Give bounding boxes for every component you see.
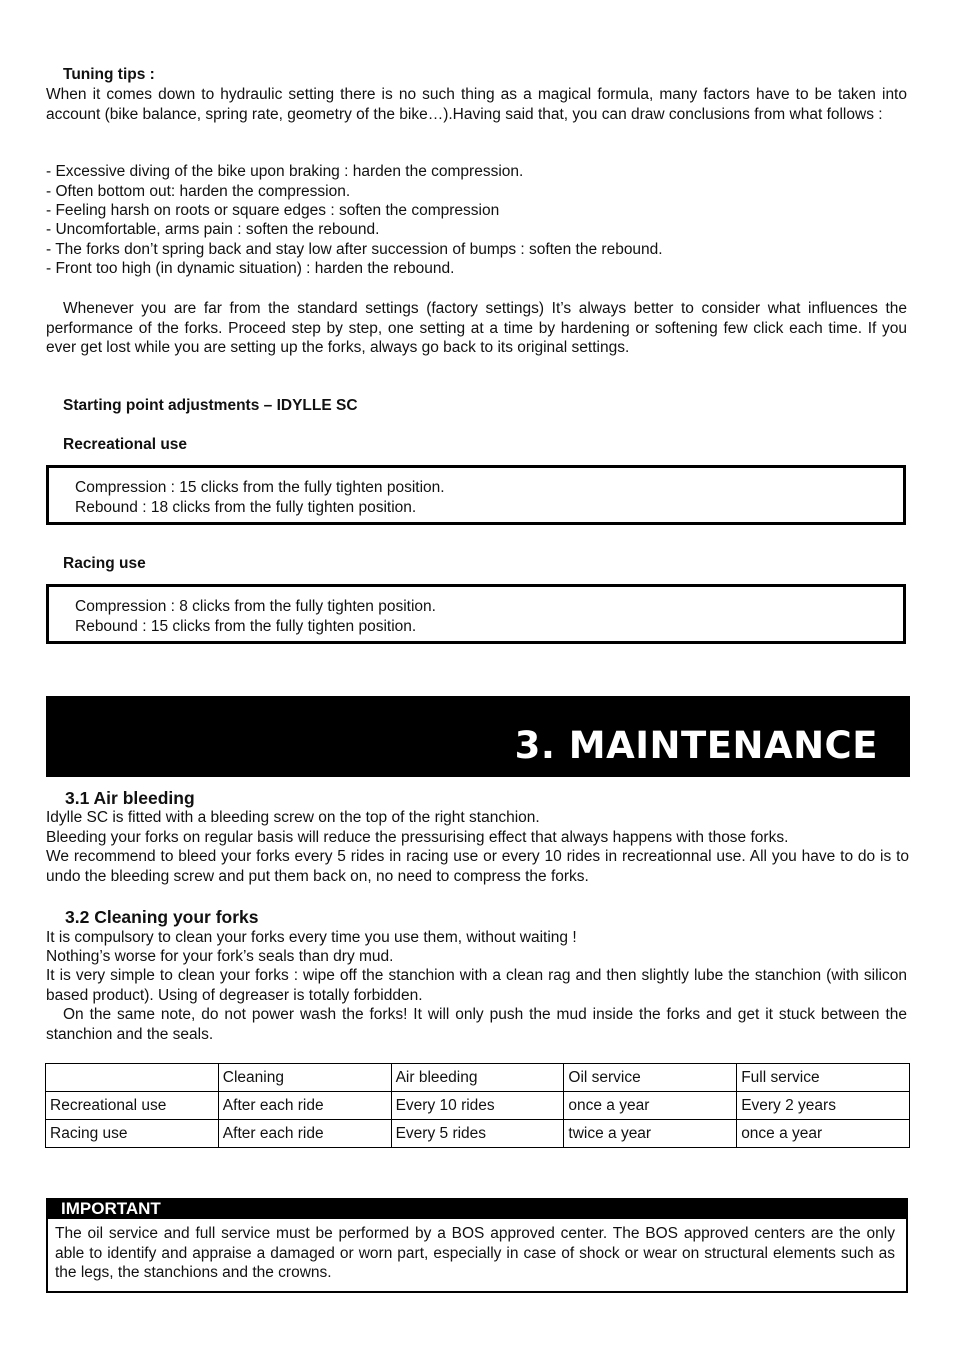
table-cell: Recreational use: [46, 1092, 219, 1120]
racing-rebound: Rebound : 15 clicks from the fully tighten position.: [75, 617, 417, 635]
table-cell: Every 10 rides: [391, 1092, 564, 1120]
table-cell: twice a year: [564, 1120, 737, 1148]
tip-item: - Feeling harsh on roots or square edges : soften the compression: [46, 202, 500, 219]
recreational-rebound: Rebound : 18 clicks from the fully tighten position.: [75, 498, 417, 516]
table-cell: After each ride: [218, 1092, 391, 1120]
table-cell: Every 5 rides: [391, 1120, 564, 1148]
cleaning-line: Nothing’s worse for your fork’s seals than dry mud.: [46, 948, 394, 965]
table-row: [46, 1120, 910, 1148]
racing-settings-box: [46, 584, 906, 644]
table-header-cell: Air bleeding: [391, 1064, 564, 1092]
table-cell: once a year: [564, 1092, 737, 1120]
table-cell: After each ride: [218, 1120, 391, 1148]
tip-item: - Front too high (in dynamic situation) : harden the rebound.: [46, 260, 455, 277]
table-header-cell: [46, 1064, 219, 1092]
tip-item: - Excessive diving of the bike upon braking : harden the compression.: [46, 163, 524, 180]
table-header-cell: Oil service: [564, 1064, 737, 1092]
racing-heading: Racing use: [63, 555, 146, 572]
air-bleeding-heading: 3.1 Air bleeding: [65, 788, 195, 808]
cleaning-line: It is compulsory to clean your forks every time you use them, without waiting !: [46, 929, 577, 946]
table-header-row: [46, 1064, 910, 1092]
maintenance-schedule-table: [45, 1063, 910, 1148]
recreational-settings-box: [46, 465, 906, 525]
tuning-advice: Whenever you are far from the standard settings (factory settings) It’s always better to consider what influences the performance of the forks. Proceed step by step, one setting at a time by hardening or softening few click each time. If you ever get lost while you are setting up the forks, always go back to its original settings.: [46, 300, 907, 356]
table-cell: once a year: [737, 1120, 910, 1148]
air-bleeding-line: Bleeding your forks on regular basis will reduce the pressurising effect that always happens with those forks.: [46, 829, 789, 846]
air-bleeding-line: Idylle SC is fitted with a bleeding screw on the top of the right stanchion.: [46, 809, 540, 826]
air-bleeding-recommend: We recommend to bleed your forks every 5 rides in racing use or every 10 rides in recreationnal use. All you have to do is to undo the bleeding screw and put them back on, no need to compress the forks.: [46, 848, 909, 885]
racing-compression: Compression : 8 clicks from the fully tighten position.: [75, 598, 436, 615]
recreational-compression: Compression : 15 clicks from the fully tighten position.: [75, 479, 445, 496]
maintenance-title: 3. MAINTENANCE: [514, 724, 878, 767]
tuning-intro: When it comes down to hydraulic setting there is no such thing as a magical formula, many factors have to be taken into account (bike balance, spring rate, geometry of the bike…).Having said that, you can draw conclusions from what follows :: [46, 86, 907, 123]
tuning-tips-heading: Tuning tips :: [63, 66, 155, 83]
starting-heading: Starting point adjustments – IDYLLE SC: [63, 397, 358, 414]
cleaning-note: On the same note, do not power wash the forks! It will only push the mud inside the forks and get it stuck between the stanchion and the seals.: [46, 1006, 907, 1043]
tip-item: - Uncomfortable, arms pain : soften the rebound.: [46, 221, 380, 238]
tip-item: - Often bottom out: harden the compression.: [46, 183, 351, 200]
table-row: [46, 1092, 910, 1120]
recreational-heading: Recreational use: [63, 436, 188, 453]
table-cell: Every 2 years: [737, 1092, 910, 1120]
table-header-cell: Cleaning: [218, 1064, 391, 1092]
cleaning-heading: 3.2 Cleaning your forks: [65, 907, 259, 927]
important-text: The oil service and full service must be performed by a BOS approved center. The BOS approved centers are the only able to identify and appraise a damaged or worn part, especially in case of shock or wear on structural elements such as the legs, the stanchions and the crowns.: [55, 1225, 895, 1281]
tip-item: - The forks don’t spring back and stay low after succession of bumps : soften the rebound.: [46, 241, 663, 258]
important-heading: IMPORTANT: [46, 1198, 908, 1219]
maintenance-banner: [46, 696, 910, 777]
cleaning-simple: It is very simple to clean your forks : wipe off the stanchion with a clean rag and then slightly lube the stanchion (with silicon based product). Using of degreaser is totally forbidden.: [46, 967, 907, 1004]
table-header-cell: Full service: [737, 1064, 910, 1092]
table-cell: Racing use: [46, 1120, 219, 1148]
